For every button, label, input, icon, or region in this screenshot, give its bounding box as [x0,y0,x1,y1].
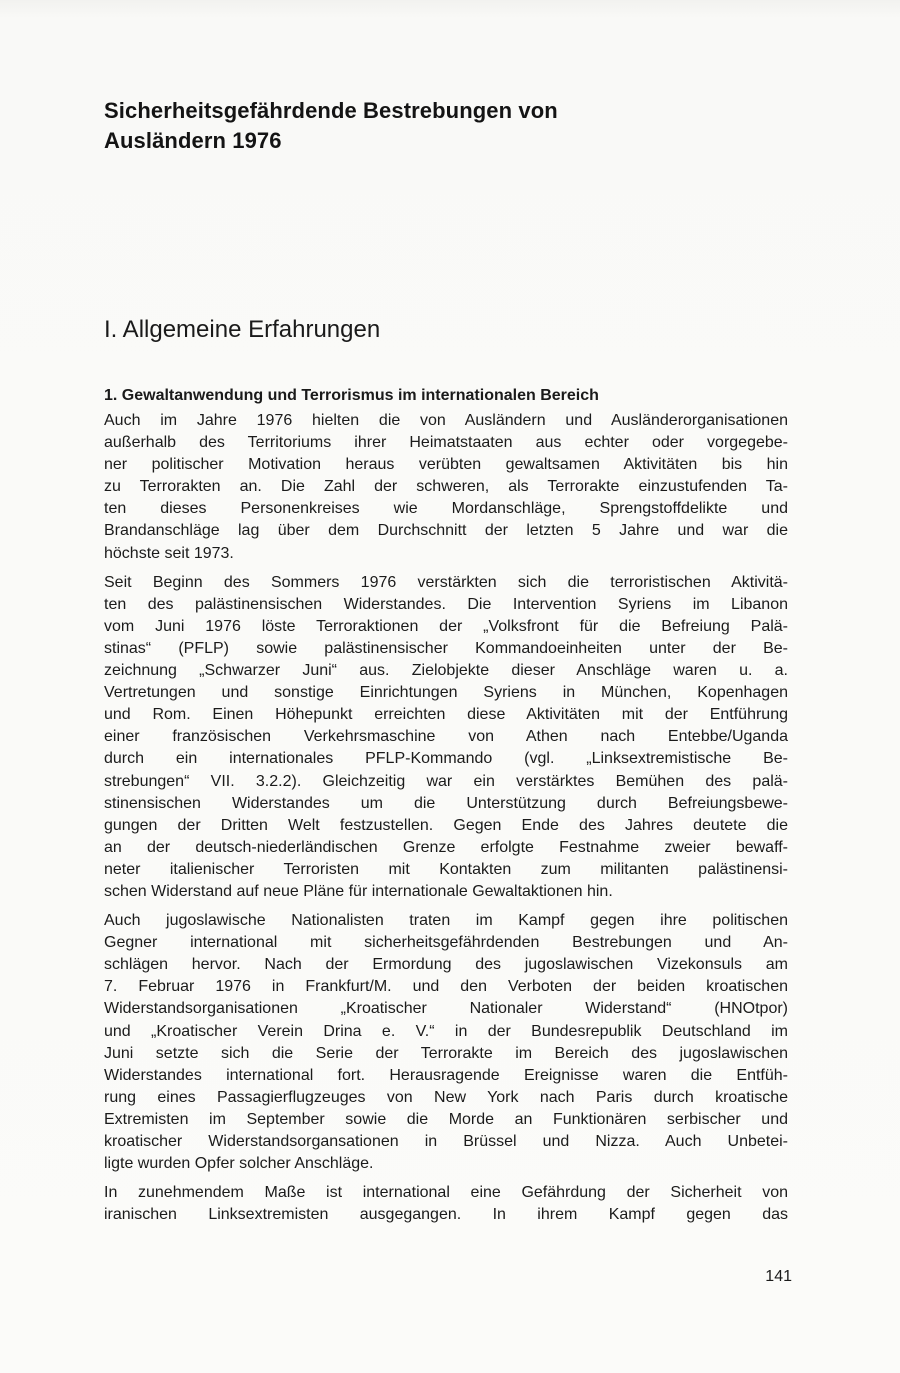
paragraph-line: Widerstandsorganisationen „Kroatischer Nationaler Widerstand“ (HNOtpor) [104,1000,788,1018]
paragraph-line: stinensischen Widerstandes um die Unterstützung durch Befreiungsbewe- [104,794,788,812]
body-paragraph [104,572,788,903]
paragraph-line: schen Widerstand auf neue Pläne für internationale Gewaltaktionen hin. [104,882,613,900]
paragraph-line: stinas“ (PFLP) sowie palästinensischer Kommandoeinheiten unter der Be- [104,639,788,657]
paragraph-line: Juni setzte sich die Serie der Terrorakte im Bereich des jugoslawischen [104,1044,788,1062]
paragraph-line: ligte wurden Opfer solcher Anschläge. [104,1155,374,1173]
paragraph-line: Auch im Jahre 1976 hielten die von Ausländern und Ausländerorganisationen [104,412,788,429]
paragraph-line: rung eines Passagierflugzeuges von New York nach Paris durch kroatische [104,1088,788,1106]
paragraph-line: In zunehmendem Maße ist international eine Gefährdung der Sicherheit von [104,1184,788,1202]
paragraph-line: Seit Beginn des Sommers 1976 verstärkten sich die terroristischen Aktivitä- [104,573,788,591]
paragraph-line: höchste seit 1973. [104,544,234,562]
paragraph-line: an der deutsch-niederländischen Grenze erfolgte Festnahme zweier bewaff- [104,838,788,856]
paragraph-line: Extremisten im September sowie die Morde an Funktionären serbischer und [104,1110,788,1128]
body-paragraph [104,410,788,565]
paragraph-line: Widerstandes international fort. Herausragende Ereignisse waren die Entfüh- [104,1066,788,1084]
paragraph-line: einer französischen Verkehrsmaschine von Athen nach Entebbe/Uganda [104,728,788,746]
page-title [104,96,804,156]
title-line: Sicherheitsgefährdende Bestrebungen von [104,98,558,123]
body-text [104,410,788,1233]
body-paragraph [104,1182,788,1226]
paragraph-line: neter italienischer Terroristen mit Kontakten zum militanten palästinensi- [104,860,788,878]
subsection-heading: 1. Gewaltanwendung und Terrorismus im internationalen Bereich [104,387,599,404]
paragraph-line: Vertretungen und sonstige Einrichtungen Syriens in München, Kopenhagen [104,684,788,702]
paragraph-line: zu Terrorakten an. Die Zahl der schweren, als Terrorakte einzustufenden Ta- [104,478,788,496]
page-number: 141 [765,1268,792,1285]
body-paragraph [104,910,788,1175]
paragraph-line: Brandanschläge lag über dem Durchschnitt der letzten 5 Jahre und war die [104,522,788,540]
paragraph-line: durch ein internationales PFLP-Kommando (vgl. „Linksextremistische Be- [104,750,788,768]
paragraph-line: kroatischer Widerstandsorgansationen in Brüssel und Nizza. Auch Unbetei- [104,1133,788,1150]
paragraph-line: Gegner international mit sicherheitsgefährdenden Bestrebungen und An- [104,934,788,952]
paragraph-line: 7. Februar 1976 in Frankfurt/M. und den Verboten der beiden kroatischen [104,978,788,996]
section-heading: I. Allgemeine Erfahrungen [104,316,381,343]
paragraph-line: vom Juni 1976 löste Terroraktionen der „Volksfront für die Befreiung Palä- [104,617,788,635]
paragraph-line: gungen der Dritten Welt festzustellen. Gegen Ende des Jahres deutete die [104,816,788,834]
paragraph-line: ten dieses Personenkreises wie Mordanschläge, Sprengstoffdelikte und [104,500,788,518]
title-line: Ausländern 1976 [104,128,282,153]
paragraph-line: außerhalb des Territoriums ihrer Heimatstaaten aus echter oder vorgegebe- [104,434,788,452]
paragraph-line: ner politischer Motivation heraus verübten gewaltsamen Aktivitäten bis hin [104,456,788,474]
paragraph-line: strebungen“ VII. 3.2.2). Gleichzeitig war ein verstärktes Bemühen des palä- [104,772,788,790]
paragraph-line: und „Kroatischer Verein Drina e. V.“ in der Bundesrepublik Deutschland im [104,1022,788,1040]
paragraph-line: ten des palästinensischen Widerstandes. Die Intervention Syriens im Libanon [104,595,788,613]
paragraph-line: und Rom. Einen Höhepunkt erreichten diese Aktivitäten mit der Entführung [104,706,788,724]
paragraph-line: iranischen Linksextremisten ausgegangen. In ihrem Kampf gegen das [104,1206,788,1224]
paragraph-line: Auch jugoslawische Nationalisten traten im Kampf gegen ihre politischen [104,912,788,930]
paragraph-line: schlägen hervor. Nach der Ermordung des jugoslawischen Vizekonsuls am [104,956,788,974]
paragraph-line: zeichnung „Schwarzer Juni“ aus. Zielobjekte dieser Anschläge waren u. a. [104,662,788,680]
